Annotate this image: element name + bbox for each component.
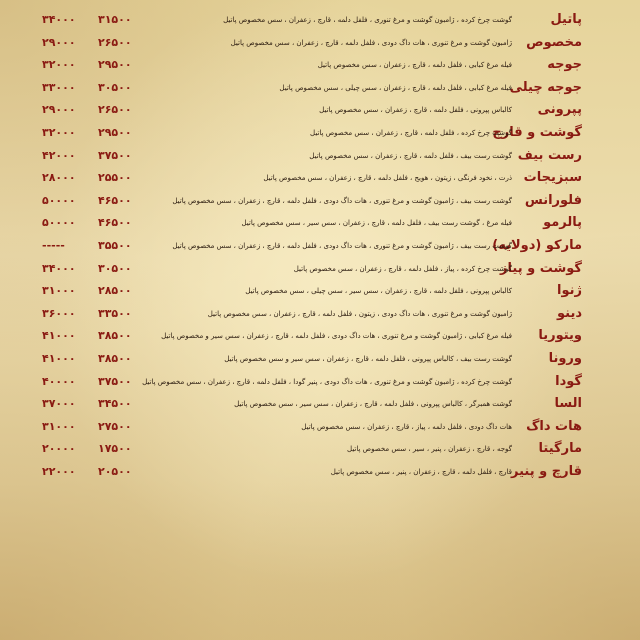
item-name: جوجه [547,57,582,73]
menu-item [0,212,640,234]
item-description: گوجه ، قارچ ، زعفران ، پنیر ، سیر ، سس مخصوص پاتیل [347,445,512,454]
price-large: ۳۲۰۰۰ [42,126,76,139]
price-large: ۳۲۰۰۰ [42,58,76,72]
price-small: ۲۹۵۰۰ [98,126,132,139]
item-description: گوشت رست بیف ، کالباس پپرونی ، فلفل دلمه ، قارچ ، زعفران ، سس سیر و سس مخصوص پاتیل [224,355,512,363]
price-large: ۴۱۰۰۰ [42,329,76,343]
price-small: ۳۰۵۰۰ [98,80,132,94]
price-small: ۲۶۵۰۰ [98,35,132,49]
item-name: مخصوص [526,34,582,50]
price-large: ۳۷۰۰۰ [42,397,76,411]
menu-item [0,393,640,415]
item-name: قارچ و پنیر [511,464,582,479]
menu-item [0,99,640,121]
item-description: فیله مرغ کبابی ، فلفل دلمه ، قارچ ، زعفران ، سس مخصوص پاتیل [317,61,512,70]
item-description: گوشت همبرگر ، کالباس پپرونی ، فلفل دلمه ، قارچ ، زعفران ، سس سیر ، سس مخصوص پاتیل [234,400,512,409]
item-name: هات داگ [526,418,582,434]
menu-item [0,416,640,438]
price-large: ۳۴۰۰۰ [42,261,76,275]
price-small: ۲۹۵۰۰ [98,58,132,72]
item-name: جوجه چیلی [509,79,582,95]
menu-item [0,438,640,460]
item-name: السا [554,396,582,412]
item-name: گوشت و پیاز [500,260,582,276]
price-small: ۳۱۵۰۰ [98,13,132,26]
price-small: ۳۷۵۰۰ [98,374,132,388]
price-large: ۴۱۰۰۰ [42,352,76,365]
price-small: ۳۴۵۰۰ [98,397,132,411]
price-small: ۲۵۵۰۰ [98,171,132,185]
menu-item [0,77,640,99]
item-name: گوشت و قارچ [492,125,582,140]
item-description: ذرت ، نخود فرنگی ، زیتون ، هویج ، فلفل دلمه ، قارچ ، زعفران ، سس مخصوص پاتیل [263,174,512,183]
price-large: ۲۹۰۰۰ [42,35,76,49]
item-name: رست بیف [517,147,582,163]
item-name: پالرمو [543,215,582,231]
item-name: مارکو (دولایه) [492,238,582,253]
menu-item [0,371,640,393]
item-description: گوشت رست بیف ، ژامبون گوشت و مرغ تنوری ، هات داگ دودی ، فلفل دلمه ، قارچ ، زعفران ، سس مخصوص پاتیل [172,196,512,205]
menu-item [0,167,640,189]
price-small: ۳۸۵۰۰ [98,329,132,343]
item-name: دینو [556,305,582,321]
price-large: ۳۶۰۰۰ [42,306,76,320]
price-small: ۳۳۵۰۰ [98,306,132,320]
price-large: ۳۱۰۰۰ [42,419,76,433]
item-description: گوشت رست بیف ، فلفل دلمه ، قارچ ، زعفران ، سس مخصوص پاتیل [309,151,512,160]
price-small: ۴۶۵۰۰ [98,216,132,230]
price-large: ۲۸۰۰۰ [42,171,76,185]
item-description: فیله مرغ کبابی ، فلفل دلمه ، قارچ ، زعفران ، سس چیلی ، سس مخصوص پاتیل [279,83,512,92]
price-large: ۳۱۰۰۰ [42,284,76,298]
price-large: ۴۲۰۰۰ [42,148,76,162]
price-small: ۴۶۵۰۰ [98,193,132,207]
item-description: گوشت چرخ کرده ، ژامبون گوشت و مرغ تنوری ، هات داگ دودی ، پنیر گودا ، فلفل دلمه ، قارچ ، زعفران ، سس مخصوص پاتیل [142,377,512,386]
item-description: ژامبون گوشت و مرغ تنوری ، هات داگ دودی ، زیتون ، فلفل دلمه ، قارچ ، زعفران ، سس مخصوص پاتیل [207,309,512,318]
price-large: ۴۰۰۰۰ [42,374,76,388]
menu-item [0,258,640,280]
price-large: ۵۰۰۰۰ [42,193,76,207]
item-name: پاتیل [550,12,582,27]
item-description: گوشت چرخ کرده ، فلفل دلمه ، قارچ ، زعفران ، سس مخصوص پاتیل [310,129,512,137]
item-description: گوشت چرخ کرده ، ژامبون گوشت و مرغ تنوری ، فلفل دلمه ، قارچ ، زعفران ، سس مخصوص پاتیل [223,16,512,24]
price-small: ۲۷۵۰۰ [98,419,132,433]
item-name: مارگیتا [538,441,582,457]
price-small: ۳۷۵۰۰ [98,148,132,162]
price-large: ۲۲۰۰۰ [42,465,76,478]
price-large: ۳۳۰۰۰ [42,80,76,94]
item-name: پپرونی [537,102,582,118]
item-name: فلورانس [524,192,582,208]
item-name: سبزیجات [523,170,582,186]
price-large: ۲۹۰۰۰ [42,103,76,117]
menu-item [0,325,640,347]
item-description: فیله مرغ ، گوشت رست بیف ، فلفل دلمه ، قارچ ، زعفران ، سس سیر ، سس مخصوص پاتیل [241,219,512,228]
item-description: ژامبون گوشت و مرغ تنوری ، هات داگ دودی ، فلفل دلمه ، قارچ ، زعفران ، سس مخصوص پاتیل [230,38,512,47]
price-large: ۳۴۰۰۰ [42,13,76,26]
item-description: فیله مرغ کبابی ، ژامبون گوشت و مرغ تنوری ، هات داگ دودی ، فلفل دلمه ، قارچ ، زعفران ، سس سیر و مخصوص پاتیل [161,332,512,341]
item-description: هات داگ دودی ، فلفل دلمه ، پیاز ، قارچ ، زعفران ، سس مخصوص پاتیل [301,422,512,431]
menu-item [0,348,640,370]
item-description: کالباس پپرونی ، فلفل دلمه ، قارچ ، زعفران ، سس سیر ، سس چیلی ، سس مخصوص پاتیل [245,287,512,296]
item-description: کالباس پپرونی ، فلفل دلمه ، قارچ ، زعفران ، سس مخصوص پاتیل [319,106,512,115]
price-small: ۳۸۵۰۰ [98,352,132,365]
price-small: ۲۰۵۰۰ [98,465,132,478]
price-large: ۲۰۰۰۰ [42,442,76,456]
menu-item [0,122,640,144]
price-small: ۳۵۵۰۰ [98,239,132,252]
price-large: ----- [42,239,65,252]
item-name: ویتوریا [538,328,582,344]
item-name: ورونا [548,351,582,366]
item-name: گودا [555,373,582,389]
menu-item [0,280,640,302]
item-description: گوشت چرخ کرده ، پیاز ، فلفل دلمه ، قارچ ، زعفران ، سس مخصوص پاتیل [293,264,512,273]
price-small: ۳۰۵۰۰ [98,261,132,275]
menu-item [0,235,640,257]
menu-item [0,190,640,212]
menu-item [0,303,640,325]
menu-item [0,461,640,483]
item-description: گوشت رست بیف ، ژامبون گوشت و مرغ تنوری ، هات داگ دودی ، فلفل دلمه ، قارچ ، زعفران ، سس مخصوص پاتیل [172,242,512,250]
price-small: ۱۷۵۰۰ [98,442,132,456]
item-name: ژنوا [557,283,582,299]
price-small: ۲۸۵۰۰ [98,284,132,298]
menu-item [0,145,640,167]
price-small: ۲۶۵۰۰ [98,103,132,117]
price-large: ۵۰۰۰۰ [42,216,76,230]
item-description: قارچ ، فلفل دلمه ، قارچ ، زعفران ، پنیر ، سس مخصوص پاتیل [330,468,512,476]
menu-item [0,32,640,54]
menu-item [0,54,640,76]
menu-item [0,9,640,31]
